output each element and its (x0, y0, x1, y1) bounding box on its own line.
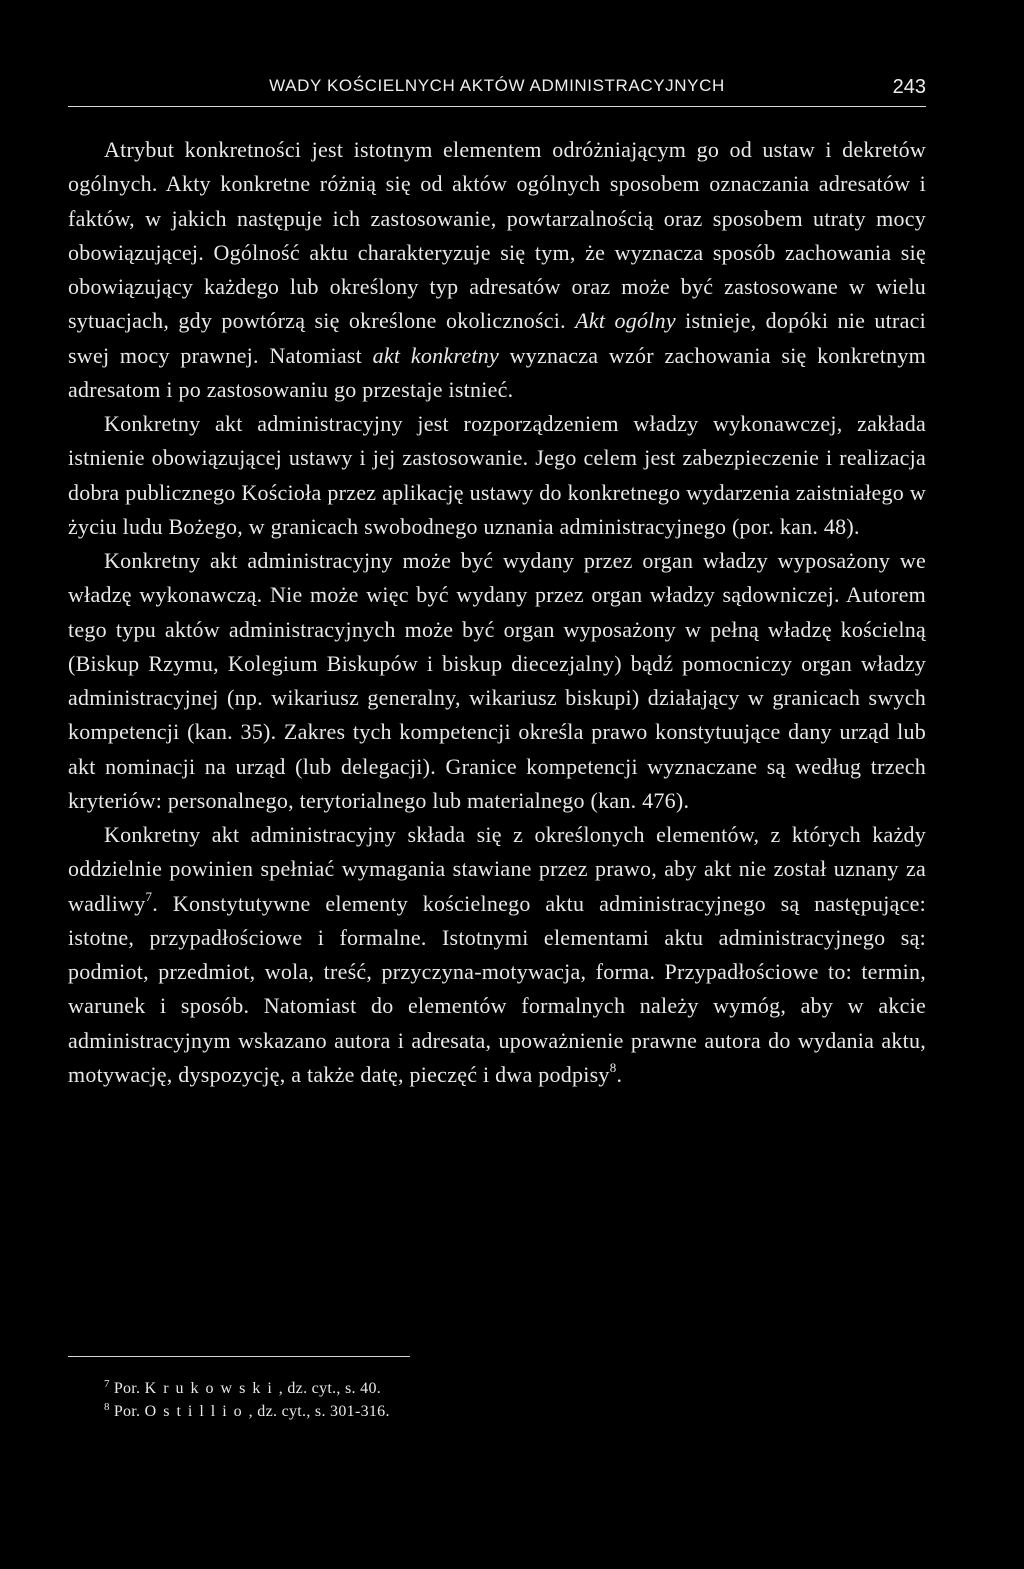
page-number: 243 (892, 76, 926, 98)
footnote-7 (104, 1378, 804, 1401)
paragraph-text: istnieje, dopóki nie utraci swej mocy prawnej. Natomiast (68, 308, 926, 368)
footnote-mark: 7 (104, 1378, 110, 1390)
emphasized-term: akt konkretny (372, 342, 499, 368)
paragraph-text: . (616, 1061, 623, 1087)
footnote-author: Ostillio (144, 1403, 249, 1420)
paragraph (68, 407, 926, 544)
paragraph-text: Konkretny akt administracyjny może być wydany przez organ władzy wyposażony we władzę wykonawczą. Nie może więc być wydany przez organ władzy sądowniczej. Autorem tego typu aktów administracyjnych może być organ wyposażony w pełną władzę kościelną (Biskup Rzymu, Kolegium Biskupów i biskup diecezjalny) bądź pomocniczy organ władzy administracyjnej (np. wikariusz generalny, wikariusz biskupi) działający w granicach swych kompetencji (kan. 35). Zakres tych kompetencji określa prawo konstytuujące dany urząd lub akt nominacji na urząd (lub delegacji). Granice kompetencji wyznaczane są według trzech kryteriów: personalnego, terytorialnego lub materialnego (kan. 476). (68, 548, 926, 813)
footnotes (104, 1378, 804, 1424)
footnote-prefix: Por. (113, 1380, 145, 1397)
footnote-reference: 7 (145, 889, 153, 905)
footnote-prefix: Por. (113, 1403, 145, 1420)
body-text (68, 133, 926, 1092)
footnote-citation: , dz. cyt., s. 40. (278, 1380, 382, 1397)
paragraph-text: . Konstytutywne elementy kościelnego aktu administracyjnego są następujące: istotne, przypadłościowe i formalne. Istotnymi elementami aktu administracyjnego są: podmiot, przedmiot, wola, treść, przyczyna-motywacja, forma. Przypadłościowe to: termin, warunek i sposób. Natomiast do elementów formalnych należy wymóg, aby w akcie administracyjnym wskazano autora i adresata, upoważnienie prawne autora do wydania aktu, motywację, dyspozycję, a także datę, pieczęć i dwa podpisy (68, 890, 926, 1087)
footnote-citation: , dz. cyt., s. 301-316. (248, 1403, 390, 1420)
paragraph-text: Konkretny akt administracyjny składa się z określonych elementów, z których każdy oddzielnie powinien spełniać wymagania stawiane przez prawo, aby akt nie został uznany za wadliwy (68, 822, 926, 916)
emphasized-term: Akt ogólny (575, 308, 676, 334)
paragraph-text: Konkretny akt administracyjny jest rozporządzeniem władzy wykonawczej, zakłada istnienie obowiązującej ustawy i jej zastosowanie. Jego celem jest zabezpieczenie i realizacja dobra publicznego Kościoła przez aplikację ustawy do konkretnego wydarzenia zaistniałego w życiu ludu Bożego, w granicach swobodnego uznania administracyjnego (por. kan. 48). (68, 411, 926, 539)
running-head (68, 76, 926, 107)
footnote-8 (104, 1401, 804, 1424)
footnote-reference: 8 (609, 1060, 617, 1076)
paragraph (68, 133, 926, 407)
footnote-divider (68, 1356, 410, 1357)
paragraph-text: wyznacza wzór zachowania się konkretnym adresatom i po zastosowaniu go przestaje istnieć. (68, 342, 926, 402)
footnote-author: Krukowski (144, 1380, 279, 1397)
paragraph (68, 544, 926, 818)
paragraph (68, 818, 926, 1092)
footnote-mark: 8 (104, 1401, 110, 1413)
running-head-title: WADY KOŚCIELNYCH AKTÓW ADMINISTRACYJNYCH (269, 76, 725, 95)
paragraph-text: Atrybut konkretności jest istotnym elementem odróżniającym go od ustaw i dekretów ogólnych. Akty konkretne różnią się od aktów ogólnych sposobem oznaczania adresatów i faktów, w jakich następuje ich zastosowanie, powtarzalnością oraz sposobem utraty mocy obowiązującej. Ogólność aktu charakteryzuje się tym, że wyznacza sposób zachowania się obowiązujący każdego lub określony typ adresatów oraz może być zastosowane w wielu sytuacjach, gdy powtórzą się określone okoliczności. (68, 137, 926, 334)
